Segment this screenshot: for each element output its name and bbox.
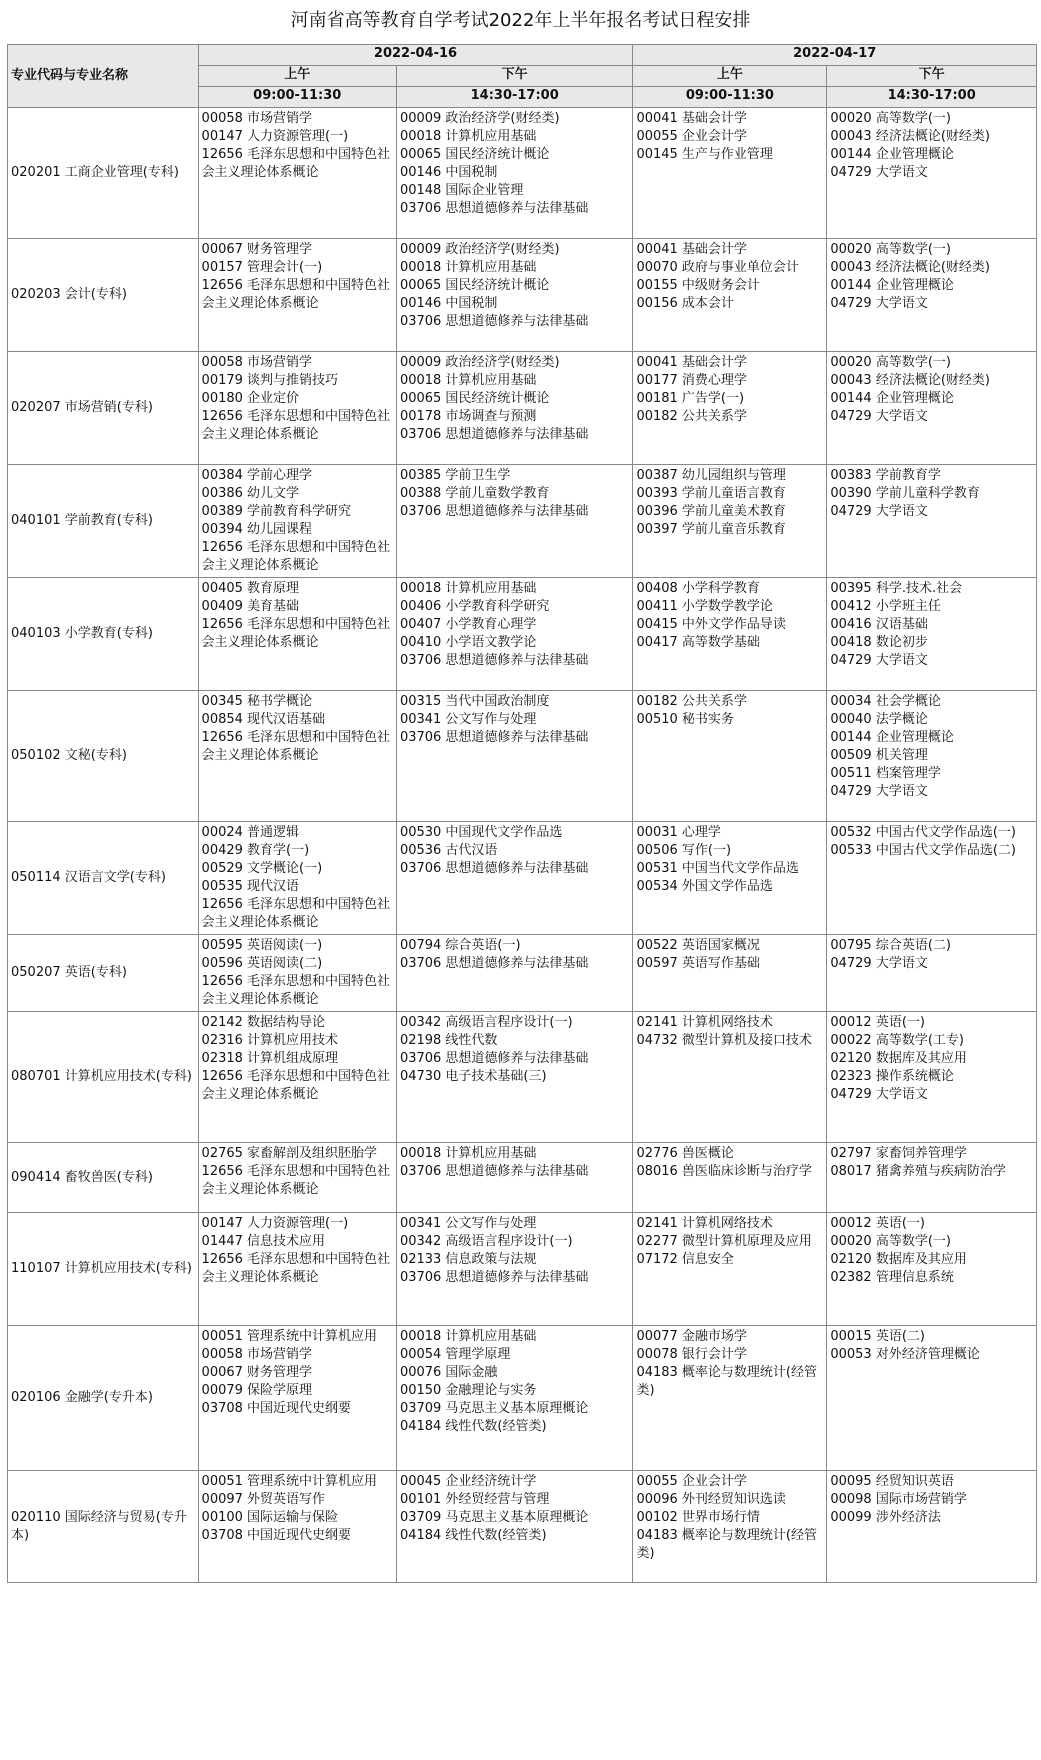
time-header: 14:30-17:00 xyxy=(827,87,1037,108)
course-item: 00415 中外文学作品导读 xyxy=(636,617,786,632)
exam-cell xyxy=(396,1213,633,1326)
course-item: 00102 世界市场行情 xyxy=(636,1510,760,1525)
course-item: 00024 普通逻辑 xyxy=(201,825,300,840)
exam-cell xyxy=(633,1143,827,1213)
course-item: 12656 毛泽东思想和中国特色社会主义理论体系概论 xyxy=(201,540,391,573)
course-item: 00596 英语阅读(二) xyxy=(201,956,323,971)
course-item: 00388 学前儿童数学教育 xyxy=(399,486,550,501)
header-row-dates xyxy=(8,45,1037,66)
course-item: 00015 英语(二) xyxy=(830,1329,925,1344)
course-item: 12656 毛泽东思想和中国特色社会主义理论体系概论 xyxy=(201,730,391,763)
course-item: 02765 家畜解剖及组织胚胎学 xyxy=(201,1146,378,1161)
exam-cell xyxy=(198,691,396,822)
exam-cell xyxy=(827,935,1037,1012)
course-item: 00054 管理学原理 xyxy=(399,1347,511,1362)
course-item: 00012 英语(一) xyxy=(830,1015,925,1030)
exam-cell xyxy=(198,465,396,578)
course-item: 04729 大学语文 xyxy=(830,409,928,424)
course-item: 00022 高等数学(工专) xyxy=(830,1033,964,1048)
exam-cell xyxy=(827,822,1037,935)
course-item: 00043 经济法概论(财经类) xyxy=(830,373,990,388)
exam-cell xyxy=(396,465,633,578)
course-item: 04729 大学语文 xyxy=(830,165,928,180)
course-item: 00410 小学语文教学论 xyxy=(399,635,537,650)
course-item: 00522 英语国家概况 xyxy=(636,938,760,953)
course-item: 02141 计算机网络技术 xyxy=(636,1015,773,1030)
course-item: 03706 思想道德修养与法律基础 xyxy=(399,314,589,329)
course-item: 00529 文学概论(一) xyxy=(201,861,323,876)
course-item: 12656 毛泽东思想和中国特色社会主义理论体系概论 xyxy=(201,1164,391,1197)
course-item: 00180 企业定价 xyxy=(201,391,300,406)
exam-cell xyxy=(198,578,396,691)
date-header-1: 2022-04-16 xyxy=(198,45,633,66)
exam-cell xyxy=(827,691,1037,822)
exam-cell xyxy=(633,352,827,465)
course-item: 00055 企业会计学 xyxy=(636,129,747,144)
major-cell: 080701 计算机应用技术(专科) xyxy=(8,1012,199,1143)
course-item: 00147 人力资源管理(一) xyxy=(201,1216,349,1231)
course-item: 03706 思想道德修养与法律基础 xyxy=(399,956,589,971)
major-cell: 020106 金融学(专升本) xyxy=(8,1326,199,1471)
session-header: 上午 xyxy=(633,66,827,87)
course-item: 00145 生产与作业管理 xyxy=(636,147,773,162)
exam-cell xyxy=(633,1213,827,1326)
course-item: 00531 中国当代文学作品选 xyxy=(636,861,799,876)
course-item: 00509 机关管理 xyxy=(830,748,928,763)
exam-cell xyxy=(827,1326,1037,1471)
course-item: 00177 消费心理学 xyxy=(636,373,747,388)
course-item: 00020 高等数学(一) xyxy=(830,355,951,370)
major-cell: 020110 国际经济与贸易(专升本) xyxy=(8,1471,199,1583)
course-item: 00067 财务管理学 xyxy=(201,1365,313,1380)
exam-cell xyxy=(396,1326,633,1471)
course-item: 08017 猪禽养殖与疾病防治学 xyxy=(830,1164,1006,1179)
course-item: 00148 国际企业管理 xyxy=(399,183,524,198)
course-item: 02382 管理信息系统 xyxy=(830,1270,954,1285)
course-item: 02198 线性代数 xyxy=(399,1033,498,1048)
course-item: 00144 企业管理概论 xyxy=(830,278,954,293)
course-item: 00394 幼儿园课程 xyxy=(201,522,313,537)
course-item: 00156 成本会计 xyxy=(636,296,734,311)
course-item: 12656 毛泽东思想和中国特色社会主义理论体系概论 xyxy=(201,897,391,930)
course-item: 00390 学前儿童科学教育 xyxy=(830,486,980,501)
course-item: 00416 汉语基础 xyxy=(830,617,928,632)
course-item: 02120 数据库及其应用 xyxy=(830,1252,967,1267)
table-row xyxy=(8,465,1037,578)
course-item: 02776 兽医概论 xyxy=(636,1146,734,1161)
course-item: 00534 外国文学作品选 xyxy=(636,879,773,894)
course-item: 04729 大学语文 xyxy=(830,956,928,971)
table-row xyxy=(8,578,1037,691)
exam-cell xyxy=(827,578,1037,691)
course-item: 03706 思想道德修养与法律基础 xyxy=(399,730,589,745)
course-item: 00098 国际市场营销学 xyxy=(830,1492,967,1507)
course-item: 04732 微型计算机及接口技术 xyxy=(636,1033,812,1048)
course-item: 04729 大学语文 xyxy=(830,784,928,799)
course-item: 02316 计算机应用技术 xyxy=(201,1033,339,1048)
course-item: 12656 毛泽东思想和中国特色社会主义理论体系概论 xyxy=(201,974,391,1007)
course-item: 00070 政府与事业单位会计 xyxy=(636,260,799,275)
course-item: 00144 企业管理概论 xyxy=(830,147,954,162)
course-item: 00854 现代汉语基础 xyxy=(201,712,326,727)
course-item: 00018 计算机应用基础 xyxy=(399,260,537,275)
exam-cell xyxy=(633,1471,827,1583)
table-row xyxy=(8,1471,1037,1583)
course-item: 03706 思想道德修养与法律基础 xyxy=(399,861,589,876)
exam-cell xyxy=(633,1326,827,1471)
course-item: 02120 数据库及其应用 xyxy=(830,1051,967,1066)
course-item: 00342 高级语言程序设计(一) xyxy=(399,1015,573,1030)
course-item: 00097 外贸英语写作 xyxy=(201,1492,326,1507)
major-cell: 050102 文秘(专科) xyxy=(8,691,199,822)
major-cell: 090414 畜牧兽医(专科) xyxy=(8,1143,199,1213)
course-item: 00181 广告学(一) xyxy=(636,391,745,406)
course-item: 00412 小学班主任 xyxy=(830,599,941,614)
course-item: 00009 政治经济学(财经类) xyxy=(399,355,560,370)
exam-cell xyxy=(198,935,396,1012)
course-item: 00100 国际运输与保险 xyxy=(201,1510,339,1525)
session-header: 上午 xyxy=(198,66,396,87)
course-item: 00182 公共关系学 xyxy=(636,694,747,709)
course-item: 12656 毛泽东思想和中国特色社会主义理论体系概论 xyxy=(201,1252,391,1285)
exam-cell xyxy=(198,1326,396,1471)
major-column-header: 专业代码与专业名称 xyxy=(8,45,199,108)
course-item: 04184 线性代数(经管类) xyxy=(399,1419,547,1434)
exam-cell xyxy=(198,1471,396,1583)
major-cell: 050207 英语(专科) xyxy=(8,935,199,1012)
course-item: 00510 秘书实务 xyxy=(636,712,734,727)
exam-cell xyxy=(198,1213,396,1326)
course-item: 00077 金融市场学 xyxy=(636,1329,747,1344)
exam-cell xyxy=(633,935,827,1012)
course-item: 00157 管理会计(一) xyxy=(201,260,323,275)
course-item: 00155 中级财务会计 xyxy=(636,278,760,293)
course-item: 00020 高等数学(一) xyxy=(830,242,951,257)
course-item: 00385 学前卫生学 xyxy=(399,468,511,483)
course-item: 00065 国民经济统计概论 xyxy=(399,391,550,406)
course-item: 08016 兽医临床诊断与治疗学 xyxy=(636,1164,812,1179)
exam-cell xyxy=(827,465,1037,578)
course-item: 00595 英语阅读(一) xyxy=(201,938,323,953)
major-cell: 040101 学前教育(专科) xyxy=(8,465,199,578)
course-item: 00034 社会学概论 xyxy=(830,694,941,709)
course-item: 00345 秘书学概论 xyxy=(201,694,313,709)
course-item: 00530 中国现代文学作品选 xyxy=(399,825,563,840)
course-item: 00536 古代汉语 xyxy=(399,843,498,858)
course-item: 00533 中国古代文学作品选(二) xyxy=(830,843,1016,858)
course-item: 00018 计算机应用基础 xyxy=(399,129,537,144)
exam-cell xyxy=(396,1143,633,1213)
course-item: 00342 高级语言程序设计(一) xyxy=(399,1234,573,1249)
course-item: 00041 基础会计学 xyxy=(636,111,747,126)
exam-cell xyxy=(827,1471,1037,1583)
course-item: 00147 人力资源管理(一) xyxy=(201,129,349,144)
course-item: 00065 国民经济统计概论 xyxy=(399,147,550,162)
course-item: 02133 信息政策与法规 xyxy=(399,1252,537,1267)
course-item: 00018 计算机应用基础 xyxy=(399,1329,537,1344)
course-item: 00146 中国税制 xyxy=(399,296,498,311)
course-item: 00040 法学概论 xyxy=(830,712,928,727)
major-cell: 020201 工商企业管理(专科) xyxy=(8,108,199,239)
course-item: 00387 幼儿园组织与管理 xyxy=(636,468,786,483)
course-item: 00058 市场营销学 xyxy=(201,1347,313,1362)
course-item: 00096 外刊经贸知识选读 xyxy=(636,1492,786,1507)
course-item: 00397 学前儿童音乐教育 xyxy=(636,522,786,537)
exam-cell xyxy=(827,1012,1037,1143)
course-item: 04183 概率论与数理统计(经管类) xyxy=(636,1528,817,1561)
exam-cell xyxy=(633,1012,827,1143)
course-item: 00179 谈判与推销技巧 xyxy=(201,373,339,388)
course-item: 00395 科学.技术.社会 xyxy=(830,581,963,596)
course-item: 00144 企业管理概论 xyxy=(830,730,954,745)
exam-cell xyxy=(198,1012,396,1143)
course-item: 00051 管理系统中计算机应用 xyxy=(201,1329,378,1344)
course-item: 00532 中国古代文学作品选(一) xyxy=(830,825,1016,840)
course-item: 00065 国民经济统计概论 xyxy=(399,278,550,293)
course-item: 00429 教育学(一) xyxy=(201,843,310,858)
exam-cell xyxy=(827,108,1037,239)
course-item: 00384 学前心理学 xyxy=(201,468,313,483)
course-item: 00795 综合英语(二) xyxy=(830,938,951,953)
exam-cell xyxy=(396,691,633,822)
exam-cell xyxy=(396,1471,633,1583)
course-item: 00418 数论初步 xyxy=(830,635,928,650)
course-item: 00076 国际金融 xyxy=(399,1365,498,1380)
exam-cell xyxy=(396,108,633,239)
course-item: 00407 小学教育心理学 xyxy=(399,617,537,632)
course-item: 00411 小学数学教学论 xyxy=(636,599,773,614)
course-item: 00095 经贸知识英语 xyxy=(830,1474,954,1489)
course-item: 00417 高等数学基础 xyxy=(636,635,760,650)
table-row xyxy=(8,822,1037,935)
course-item: 00315 当代中国政治制度 xyxy=(399,694,550,709)
table-row xyxy=(8,352,1037,465)
exam-cell xyxy=(633,108,827,239)
course-item: 00045 企业经济统计学 xyxy=(399,1474,537,1489)
course-item: 00058 市场营销学 xyxy=(201,355,313,370)
course-item: 07172 信息安全 xyxy=(636,1252,734,1267)
course-item: 03706 思想道德修养与法律基础 xyxy=(399,1270,589,1285)
exam-cell xyxy=(396,352,633,465)
course-item: 00012 英语(一) xyxy=(830,1216,925,1231)
course-item: 01447 信息技术应用 xyxy=(201,1234,326,1249)
course-item: 00182 公共关系学 xyxy=(636,409,747,424)
course-item: 00144 企业管理概论 xyxy=(830,391,954,406)
course-item: 03706 思想道德修养与法律基础 xyxy=(399,653,589,668)
course-item: 00043 经济法概论(财经类) xyxy=(830,260,990,275)
page-title: 河南省高等教育自学考试2022年上半年报名考试日程安排 xyxy=(290,10,751,31)
table-row xyxy=(8,1143,1037,1213)
course-item: 04730 电子技术基础(三) xyxy=(399,1069,547,1084)
exam-cell xyxy=(633,465,827,578)
course-item: 02318 计算机组成原理 xyxy=(201,1051,339,1066)
exam-cell xyxy=(396,822,633,935)
course-item: 00055 企业会计学 xyxy=(636,1474,747,1489)
course-item: 02797 家畜饲养管理学 xyxy=(830,1146,967,1161)
course-item: 00393 学前儿童语言教育 xyxy=(636,486,786,501)
exam-cell xyxy=(198,239,396,352)
major-cell: 020207 市场营销(专科) xyxy=(8,352,199,465)
exam-cell xyxy=(396,935,633,1012)
table-row xyxy=(8,1012,1037,1143)
exam-cell xyxy=(198,1143,396,1213)
exam-cell xyxy=(633,578,827,691)
exam-cell xyxy=(633,239,827,352)
course-item: 00511 档案管理学 xyxy=(830,766,941,781)
date-header-2: 2022-04-17 xyxy=(633,45,1037,66)
course-item: 03708 中国近现代史纲要 xyxy=(201,1528,352,1543)
session-header: 下午 xyxy=(827,66,1037,87)
course-item: 00053 对外经济管理概论 xyxy=(830,1347,980,1362)
course-item: 00406 小学教育科学研究 xyxy=(399,599,550,614)
exam-cell xyxy=(198,352,396,465)
major-cell: 050114 汉语言文学(专科) xyxy=(8,822,199,935)
course-item: 12656 毛泽东思想和中国特色社会主义理论体系概论 xyxy=(201,278,391,311)
course-item: 00020 高等数学(一) xyxy=(830,111,951,126)
course-item: 03706 思想道德修养与法律基础 xyxy=(399,1051,589,1066)
table-body xyxy=(8,108,1037,1583)
course-item: 00383 学前教育学 xyxy=(830,468,941,483)
course-item: 00794 综合英语(一) xyxy=(399,938,521,953)
course-item: 00506 写作(一) xyxy=(636,843,732,858)
course-item: 02277 微型计算机原理及应用 xyxy=(636,1234,812,1249)
schedule-table xyxy=(7,44,1037,1583)
time-header: 14:30-17:00 xyxy=(396,87,633,108)
major-cell: 110107 计算机应用技术(专科) xyxy=(8,1213,199,1326)
course-item: 00597 英语写作基础 xyxy=(636,956,760,971)
table-row xyxy=(8,691,1037,822)
course-item: 04729 大学语文 xyxy=(830,504,928,519)
course-item: 00409 美育基础 xyxy=(201,599,300,614)
course-item: 03708 中国近现代史纲要 xyxy=(201,1401,352,1416)
course-item: 04729 大学语文 xyxy=(830,653,928,668)
table-row xyxy=(8,239,1037,352)
course-item: 00099 涉外经济法 xyxy=(830,1510,941,1525)
course-item: 00018 计算机应用基础 xyxy=(399,581,537,596)
time-header: 09:00-11:30 xyxy=(633,87,827,108)
exam-cell xyxy=(827,352,1037,465)
course-item: 02141 计算机网络技术 xyxy=(636,1216,773,1231)
course-item: 03709 马克思主义基本原理概论 xyxy=(399,1401,589,1416)
page xyxy=(0,4,1041,1561)
course-item: 00389 学前教育科学研究 xyxy=(201,504,352,519)
course-item: 00146 中国税制 xyxy=(399,165,498,180)
exam-cell xyxy=(633,822,827,935)
course-item: 00408 小学科学教育 xyxy=(636,581,760,596)
course-item: 00058 市场营销学 xyxy=(201,111,313,126)
exam-cell xyxy=(396,1012,633,1143)
table-row xyxy=(8,1213,1037,1326)
exam-cell xyxy=(827,1213,1037,1326)
course-item: 00051 管理系统中计算机应用 xyxy=(201,1474,378,1489)
course-item: 00018 计算机应用基础 xyxy=(399,373,537,388)
course-item: 00405 教育原理 xyxy=(201,581,300,596)
exam-cell xyxy=(827,239,1037,352)
course-item: 00386 幼儿文学 xyxy=(201,486,300,501)
course-item: 03706 思想道德修养与法律基础 xyxy=(399,201,589,216)
table-row xyxy=(8,1326,1037,1471)
exam-cell xyxy=(827,1143,1037,1213)
course-item: 00009 政治经济学(财经类) xyxy=(399,111,560,126)
course-item: 12656 毛泽东思想和中国特色社会主义理论体系概论 xyxy=(201,617,391,650)
exam-cell xyxy=(198,108,396,239)
time-header: 09:00-11:30 xyxy=(198,87,396,108)
course-item: 00043 经济法概论(财经类) xyxy=(830,129,990,144)
course-item: 02323 操作系统概论 xyxy=(830,1069,954,1084)
exam-cell xyxy=(396,239,633,352)
course-item: 04729 大学语文 xyxy=(830,296,928,311)
course-item: 12656 毛泽东思想和中国特色社会主义理论体系概论 xyxy=(201,147,391,180)
course-item: 00067 财务管理学 xyxy=(201,242,313,257)
session-header: 下午 xyxy=(396,66,633,87)
course-item: 00396 学前儿童美术教育 xyxy=(636,504,786,519)
course-item: 03706 思想道德修养与法律基础 xyxy=(399,427,589,442)
exam-cell xyxy=(633,691,827,822)
course-item: 00018 计算机应用基础 xyxy=(399,1146,537,1161)
course-item: 00079 保险学原理 xyxy=(201,1383,313,1398)
table-row xyxy=(8,108,1037,239)
table-row xyxy=(8,935,1037,1012)
course-item: 00178 市场调查与预测 xyxy=(399,409,537,424)
course-item: 00041 基础会计学 xyxy=(636,242,747,257)
course-item: 00031 心理学 xyxy=(636,825,721,840)
course-item: 03706 思想道德修养与法律基础 xyxy=(399,1164,589,1179)
course-item: 00535 现代汉语 xyxy=(201,879,300,894)
exam-cell xyxy=(396,578,633,691)
course-item: 00078 银行会计学 xyxy=(636,1347,747,1362)
course-item: 00150 金融理论与实务 xyxy=(399,1383,537,1398)
course-item: 03706 思想道德修养与法律基础 xyxy=(399,504,589,519)
course-item: 04184 线性代数(经管类) xyxy=(399,1528,547,1543)
course-item: 00020 高等数学(一) xyxy=(830,1234,951,1249)
major-cell: 040103 小学教育(专科) xyxy=(8,578,199,691)
course-item: 00341 公文写作与处理 xyxy=(399,1216,537,1231)
course-item: 04729 大学语文 xyxy=(830,1087,928,1102)
course-item: 12656 毛泽东思想和中国特色社会主义理论体系概论 xyxy=(201,1069,391,1102)
course-item: 12656 毛泽东思想和中国特色社会主义理论体系概论 xyxy=(201,409,391,442)
course-item: 02142 数据结构导论 xyxy=(201,1015,326,1030)
course-item: 00041 基础会计学 xyxy=(636,355,747,370)
major-cell: 020203 会计(专科) xyxy=(8,239,199,352)
exam-cell xyxy=(198,822,396,935)
course-item: 04183 概率论与数理统计(经管类) xyxy=(636,1365,817,1398)
course-item: 00009 政治经济学(财经类) xyxy=(399,242,560,257)
course-item: 00101 外经贸经营与管理 xyxy=(399,1492,550,1507)
course-item: 03709 马克思主义基本原理概论 xyxy=(399,1510,589,1525)
course-item: 00341 公文写作与处理 xyxy=(399,712,537,727)
